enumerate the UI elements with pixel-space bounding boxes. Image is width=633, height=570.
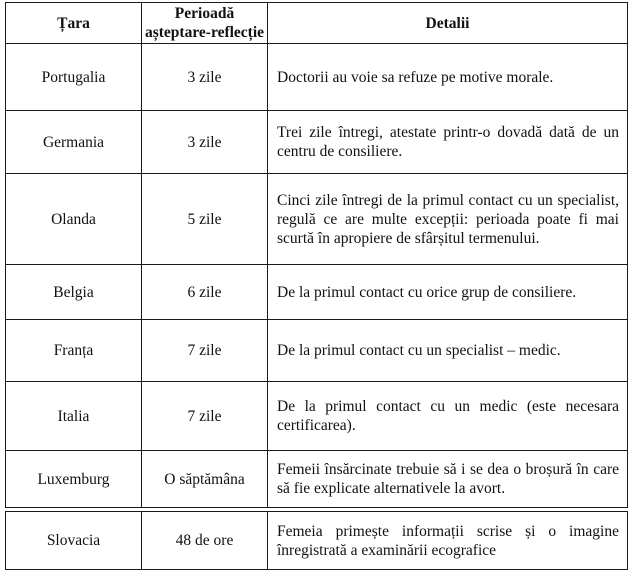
- header-country: Țara: [6, 3, 142, 44]
- country-cell: Germania: [6, 111, 142, 174]
- details-cell: Femeia primește informații scrise și o imagine înregistrată a examinării ecografice: [268, 512, 628, 570]
- table-row: [6, 512, 628, 570]
- details-cell: De la primul contact cu orice grup de consiliere.: [268, 265, 628, 320]
- period-cell: 3 zile: [142, 111, 268, 174]
- period-cell: 7 zile: [142, 382, 268, 451]
- country-cell: Belgia: [6, 265, 142, 320]
- header-period-line1: Perioadă: [174, 5, 235, 22]
- country-cell: Luxemburg: [6, 451, 142, 508]
- details-cell: De la primul contact cu un specialist – medic.: [268, 320, 628, 382]
- country-cell: Olanda: [6, 174, 142, 265]
- table-row: [6, 265, 628, 320]
- details-cell: Trei zile întregi, atestate printr-o dovadă dată de un centru de consiliere.: [268, 111, 628, 174]
- header-period: [142, 3, 268, 44]
- period-cell: 7 zile: [142, 320, 268, 382]
- header-details: Detalii: [268, 3, 628, 44]
- details-cell: Cinci zile întregi de la primul contact cu un specialist, regulă ce are multe excepții: perioada poate fi mai scurtă în apropiere de sfârșitul termenului.: [268, 174, 628, 265]
- table-row: [6, 382, 628, 451]
- table-row: [6, 44, 628, 111]
- period-cell: O săptămâna: [142, 451, 268, 508]
- period-cell: 6 zile: [142, 265, 268, 320]
- table-row: [6, 451, 628, 508]
- country-cell: Portugalia: [6, 44, 142, 111]
- country-cell: Slovacia: [6, 512, 142, 570]
- details-cell: De la primul contact cu un medic (este necesara certificarea).: [268, 382, 628, 451]
- details-cell: Femeii însărcinate trebuie să i se dea o broșură în care să fie explicate alternativele la avort.: [268, 451, 628, 508]
- period-cell: 3 zile: [142, 44, 268, 111]
- header-period-line2: așteptare-reflecție: [144, 24, 265, 41]
- table-row: [6, 320, 628, 382]
- table-header-row: [6, 3, 628, 44]
- country-cell: Italia: [6, 382, 142, 451]
- period-cell: 5 zile: [142, 174, 268, 265]
- period-cell: 48 de ore: [142, 512, 268, 570]
- country-cell: Franța: [6, 320, 142, 382]
- details-cell: Doctorii au voie sa refuze pe motive morale.: [268, 44, 628, 111]
- waiting-period-table: [5, 2, 628, 570]
- table-row: [6, 111, 628, 174]
- table-row: [6, 174, 628, 265]
